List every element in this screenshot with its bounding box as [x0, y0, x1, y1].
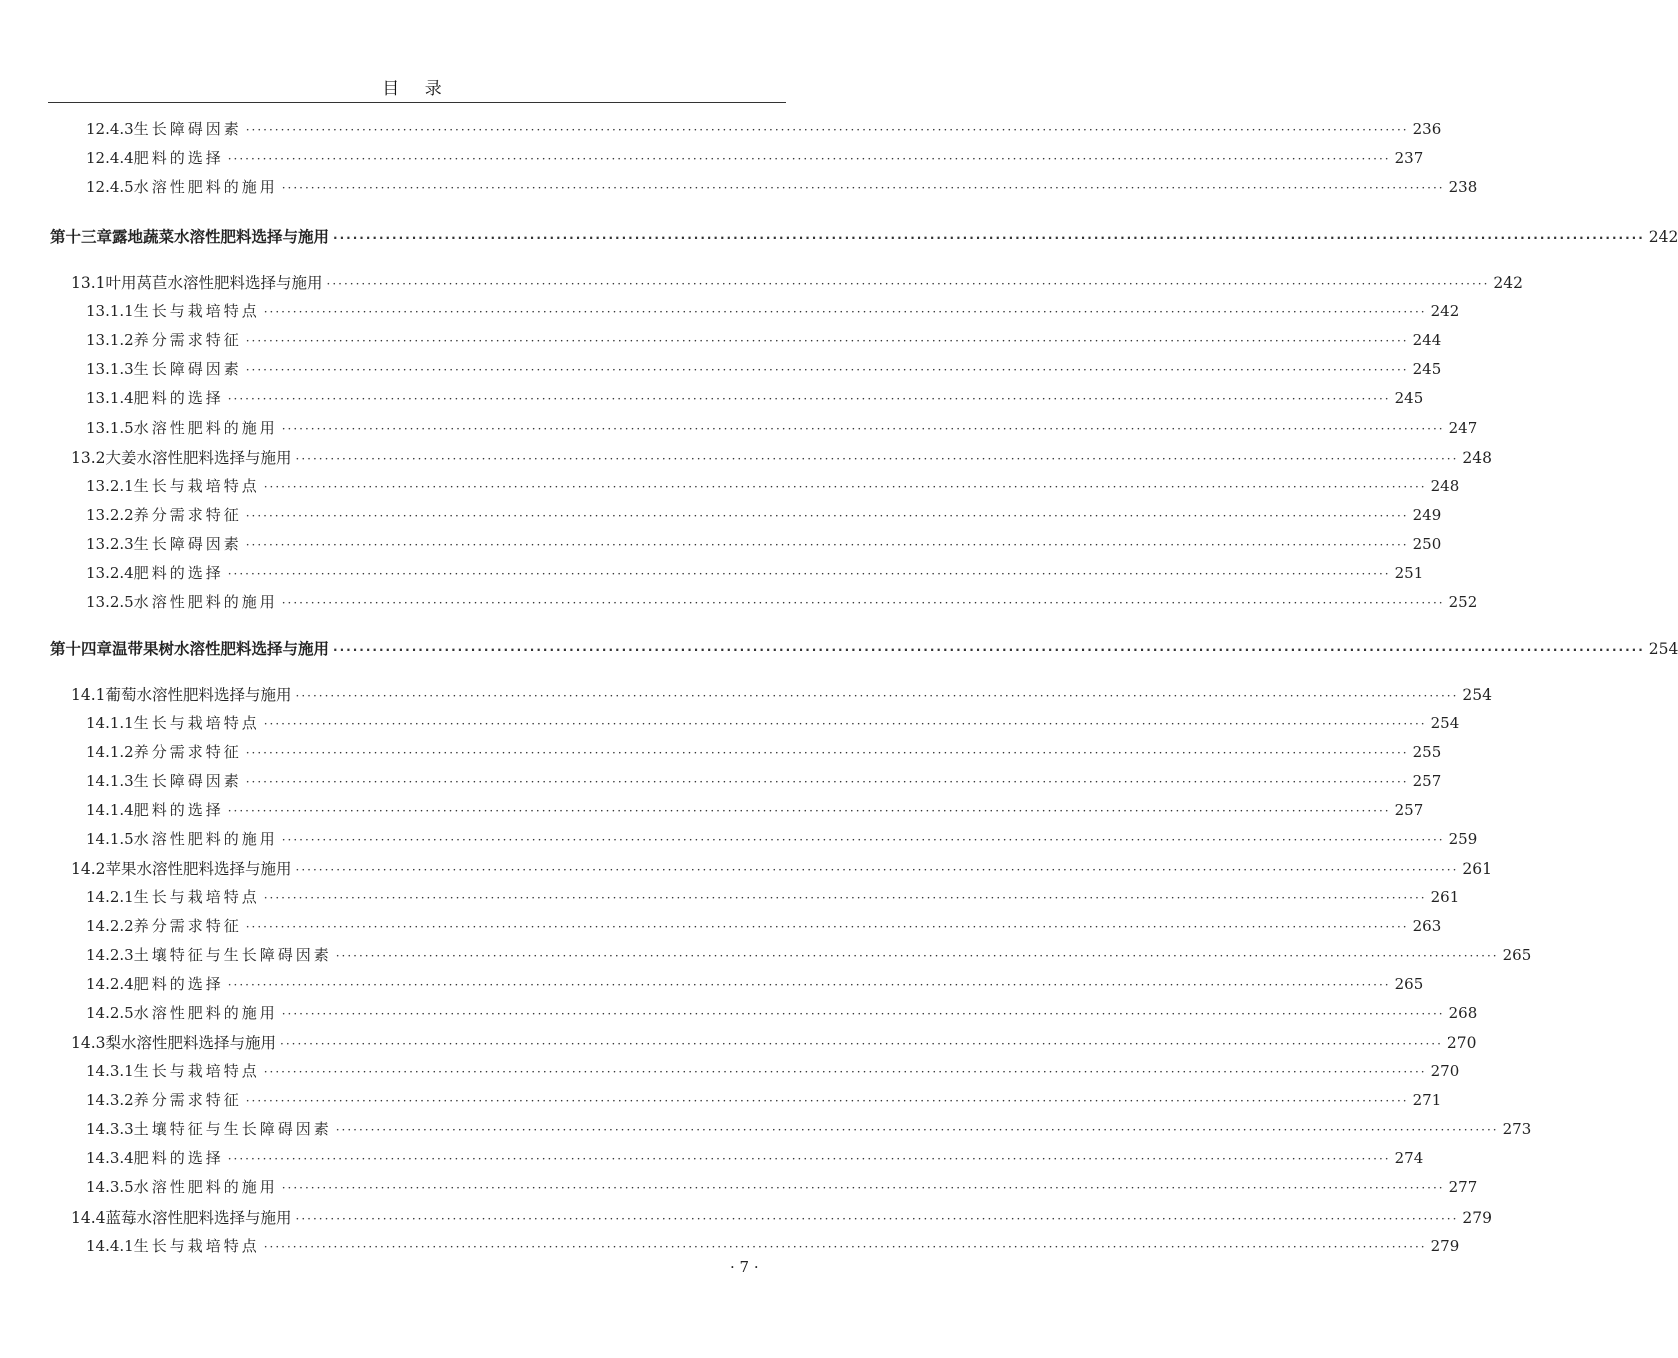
toc-entry — [86, 417, 1478, 441]
dot-leader: ········································································································································································································ — [245, 538, 1409, 552]
dot-leader: ········································································································································································································ — [227, 804, 1391, 818]
toc-entry-page: 254 — [1430, 714, 1460, 732]
toc-entry — [86, 886, 1460, 910]
dot-leader: ········································································································································································································ — [333, 231, 1645, 245]
toc-entry — [86, 828, 1478, 852]
dot-leader: ········································································································································································································ — [295, 452, 1459, 466]
dot-leader: ········································································································································································································ — [281, 1007, 1445, 1021]
toc-entry — [86, 973, 1424, 997]
toc-entry-title: 梨水溶性肥料选择与施用 — [105, 1034, 277, 1052]
toc-entry-number: 14.1.5 — [86, 830, 134, 848]
toc-entry-title: 生长与栽培特点 — [133, 477, 260, 495]
toc-entry — [86, 329, 1442, 353]
toc-entry — [86, 741, 1442, 765]
toc-entry-title: 养分需求特征 — [133, 506, 242, 524]
dot-leader: ········································································································································································································ — [281, 596, 1445, 610]
toc-entry-number: 第十四章 — [50, 640, 113, 658]
dot-leader: ········································································································································································································ — [281, 1181, 1445, 1195]
toc-entry-title: 生长障碍因素 — [133, 120, 242, 138]
toc-entry-title: 水溶性肥料的施用 — [133, 593, 278, 611]
toc-entry-page: 257 — [1412, 772, 1442, 790]
toc-entry-title: 温带果树水溶性肥料选择与施用 — [112, 640, 330, 658]
toc-entry-page: 254 — [1648, 640, 1678, 658]
toc-entry-title: 养分需求特征 — [133, 917, 242, 935]
toc-entry — [86, 147, 1424, 171]
toc-entry-title: 养分需求特征 — [133, 1091, 242, 1109]
toc-entry — [86, 562, 1424, 586]
dot-leader: ········································································································································································································ — [245, 920, 1409, 934]
toc-entry-page: 248 — [1430, 477, 1460, 495]
toc-entry-number: 13.2.4 — [86, 564, 134, 582]
toc-entry-number: 14.4.1 — [86, 1237, 134, 1255]
toc-entry-page: 245 — [1412, 360, 1442, 378]
toc-entry-page: 279 — [1430, 1237, 1460, 1255]
dot-leader: ········································································································································································································ — [263, 1240, 1427, 1254]
dot-leader: ········································································································································································································ — [335, 1123, 1499, 1137]
toc-entry-title: 生长障碍因素 — [133, 535, 242, 553]
dot-leader: ········································································································································································································ — [263, 480, 1427, 494]
dot-leader: ········································································································································································································ — [263, 1065, 1427, 1079]
toc-entry-title: 养分需求特征 — [133, 331, 242, 349]
toc-entry-number: 14.2.2 — [86, 917, 134, 935]
toc-entry-page: 247 — [1448, 419, 1478, 437]
toc-entry — [71, 1031, 1477, 1055]
page-title: 目 录 — [382, 79, 452, 99]
toc-entry-number: 14.1.2 — [86, 743, 134, 761]
toc-entry-title: 葡萄水溶性肥料选择与施用 — [105, 686, 292, 704]
toc-entry-title: 生长障碍因素 — [133, 360, 242, 378]
dot-leader: ········································································································································································································ — [281, 422, 1445, 436]
toc-entry-page: 242 — [1430, 302, 1460, 320]
toc-entry-title: 大姜水溶性肥料选择与施用 — [105, 449, 292, 467]
toc-entry-page: 238 — [1448, 178, 1478, 196]
toc-entry-number: 14.4 — [71, 1209, 106, 1227]
toc-entry-title: 生长与栽培特点 — [133, 714, 260, 732]
toc-entry-page: 244 — [1412, 331, 1442, 349]
toc-entry-title: 肥料的选择 — [133, 149, 224, 167]
toc-entry-title: 生长与栽培特点 — [133, 888, 260, 906]
toc-entry-page: 261 — [1462, 860, 1493, 878]
dot-leader: ········································································································································································································ — [227, 392, 1391, 406]
dot-leader: ········································································································································································································ — [295, 689, 1459, 703]
toc-entry-title: 肥料的选择 — [133, 975, 224, 993]
page-header — [48, 70, 786, 100]
toc-entry-page: 236 — [1412, 120, 1442, 138]
toc-entry — [50, 225, 1678, 249]
toc-entry-page: 270 — [1430, 1062, 1460, 1080]
dot-leader: ········································································································································································································ — [227, 567, 1391, 581]
toc-entry-page: 242 — [1493, 274, 1524, 292]
toc-entry-number: 14.1.1 — [86, 714, 134, 732]
toc-entry — [50, 637, 1678, 661]
toc-entry-number: 14.2.4 — [86, 975, 134, 993]
toc-entry-page: 242 — [1648, 228, 1678, 246]
toc-entry-number: 13.1.1 — [86, 302, 134, 320]
toc-entry-title: 水溶性肥料的施用 — [133, 1178, 278, 1196]
toc-entry — [86, 1147, 1424, 1171]
toc-entry-title: 生长与栽培特点 — [133, 1062, 260, 1080]
toc-entry-number: 13.2.1 — [86, 477, 134, 495]
toc-entry-title: 土壤特征与生长障碍因素 — [133, 946, 332, 964]
toc-entry — [86, 533, 1442, 557]
toc-entry-title: 蓝莓水溶性肥料选择与施用 — [105, 1209, 292, 1227]
toc-entry-page: 270 — [1446, 1034, 1477, 1052]
toc-entry — [71, 446, 1493, 470]
toc-entry-title: 生长与栽培特点 — [133, 1237, 260, 1255]
toc-entry-number: 14.2 — [71, 860, 106, 878]
dot-leader: ········································································································································································································ — [281, 833, 1445, 847]
toc-entry-title: 露地蔬菜水溶性肥料选择与施用 — [112, 228, 330, 246]
toc-entry — [86, 118, 1442, 142]
toc-entry-number: 13.2.3 — [86, 535, 134, 553]
toc-entry — [86, 712, 1460, 736]
toc-entry — [86, 944, 1532, 968]
toc-entry-number: 13.1.4 — [86, 389, 134, 407]
toc-entry-page: 249 — [1412, 506, 1442, 524]
toc-entry-number: 13.2 — [71, 449, 106, 467]
toc-entry-title: 肥料的选择 — [133, 801, 224, 819]
toc-entry-number: 13.1 — [71, 274, 106, 292]
toc-entry-page: 261 — [1430, 888, 1460, 906]
page-number: · 7 · — [730, 1258, 759, 1276]
toc-entry-page: 277 — [1448, 1178, 1478, 1196]
toc-entry-title: 肥料的选择 — [133, 1149, 224, 1167]
toc-entry-page: 251 — [1394, 564, 1424, 582]
toc-entry-title: 水溶性肥料的施用 — [133, 1004, 278, 1022]
toc-entry — [71, 683, 1493, 707]
toc-entry-number: 14.3.5 — [86, 1178, 134, 1196]
toc-entry — [86, 176, 1478, 200]
dot-leader: ········································································································································································································ — [326, 277, 1490, 291]
toc-entry-page: 250 — [1412, 535, 1442, 553]
toc-entry-title: 叶用莴苣水溶性肥料选择与施用 — [105, 274, 323, 292]
toc-entry-page: 271 — [1412, 1091, 1442, 1109]
dot-leader: ········································································································································································································ — [263, 305, 1427, 319]
toc-entry-number: 13.1.5 — [86, 419, 134, 437]
toc-entry — [86, 300, 1460, 324]
toc-entry-number: 第十三章 — [50, 228, 113, 246]
toc-entry-number: 13.2.5 — [86, 593, 134, 611]
dot-leader: ········································································································································································································ — [335, 949, 1499, 963]
toc-entry-number: 14.1 — [71, 686, 106, 704]
dot-leader: ········································································································································································································ — [245, 123, 1409, 137]
toc-entry-number: 14.3.2 — [86, 1091, 134, 1109]
toc-entry — [71, 857, 1493, 881]
toc-entry — [86, 1118, 1532, 1142]
toc-entry-page: 252 — [1448, 593, 1478, 611]
toc-entry — [86, 504, 1442, 528]
toc-entry-page: 257 — [1394, 801, 1424, 819]
toc-entry-number: 13.1.3 — [86, 360, 134, 378]
toc-entry-page: 268 — [1448, 1004, 1478, 1022]
toc-entry-number: 14.3.4 — [86, 1149, 134, 1167]
toc-entry — [86, 1235, 1460, 1259]
toc-entry-number: 14.2.5 — [86, 1004, 134, 1022]
toc-entry-page: 273 — [1502, 1120, 1532, 1138]
toc-entry-page: 255 — [1412, 743, 1442, 761]
toc-entry — [71, 271, 1524, 295]
toc-entry — [86, 799, 1424, 823]
toc-entry-page: 279 — [1462, 1209, 1493, 1227]
toc-entry-title: 生长与栽培特点 — [133, 302, 260, 320]
toc-entry-title: 肥料的选择 — [133, 389, 224, 407]
toc-entry-number: 14.3.1 — [86, 1062, 134, 1080]
toc-entry — [86, 1176, 1478, 1200]
toc-entry-number: 12.4.4 — [86, 149, 134, 167]
dot-leader: ········································································································································································································ — [280, 1037, 1443, 1051]
toc-entry-title: 苹果水溶性肥料选择与施用 — [105, 860, 292, 878]
toc-entry-number: 14.2.1 — [86, 888, 134, 906]
dot-leader: ········································································································································································································ — [333, 643, 1645, 657]
toc-entry-page: 265 — [1394, 975, 1424, 993]
toc-entry — [86, 915, 1442, 939]
dot-leader: ········································································································································································································ — [245, 775, 1409, 789]
toc-entry-title: 养分需求特征 — [133, 743, 242, 761]
toc-entry-title: 水溶性肥料的施用 — [133, 830, 278, 848]
dot-leader: ········································································································································································································ — [295, 863, 1459, 877]
toc-entry — [86, 770, 1442, 794]
toc-entry-page: 254 — [1462, 686, 1493, 704]
toc-entry — [86, 358, 1442, 382]
toc-entry-page: 263 — [1412, 917, 1442, 935]
toc-entry-number: 12.4.5 — [86, 178, 134, 196]
dot-leader: ········································································································································································································ — [245, 1094, 1409, 1108]
toc-entry-page: 265 — [1502, 946, 1532, 964]
toc-entry — [86, 475, 1460, 499]
dot-leader: ········································································································································································································ — [263, 891, 1427, 905]
dot-leader: ········································································································································································································ — [245, 746, 1409, 760]
toc-entry-title: 生长障碍因素 — [133, 772, 242, 790]
toc-entry-number: 13.1.2 — [86, 331, 134, 349]
dot-leader: ········································································································································································································ — [245, 334, 1409, 348]
toc-entry-number: 14.2.3 — [86, 946, 134, 964]
header-rule — [48, 102, 786, 103]
toc-entry-number: 14.1.3 — [86, 772, 134, 790]
toc-entry — [71, 1206, 1493, 1230]
toc-entry-title: 水溶性肥料的施用 — [133, 419, 278, 437]
dot-leader: ········································································································································································································ — [295, 1212, 1459, 1226]
toc-entry — [86, 1060, 1460, 1084]
dot-leader: ········································································································································································································ — [227, 152, 1391, 166]
dot-leader: ········································································································································································································ — [245, 363, 1409, 377]
toc-entry-number: 14.1.4 — [86, 801, 134, 819]
toc-entry-title: 肥料的选择 — [133, 564, 224, 582]
toc-entry-number: 14.3.3 — [86, 1120, 134, 1138]
dot-leader: ········································································································································································································ — [281, 181, 1445, 195]
toc-entry-page: 274 — [1394, 1149, 1424, 1167]
toc-entry — [86, 1002, 1478, 1026]
toc-entry-title: 土壤特征与生长障碍因素 — [133, 1120, 332, 1138]
dot-leader: ········································································································································································································ — [227, 1152, 1391, 1166]
dot-leader: ········································································································································································································ — [227, 978, 1391, 992]
toc-entry — [86, 387, 1424, 411]
toc-entry-page: 237 — [1394, 149, 1424, 167]
toc-entry — [86, 591, 1478, 615]
toc-entry-title: 水溶性肥料的施用 — [133, 178, 278, 196]
toc-entry-page: 259 — [1448, 830, 1478, 848]
toc-entry-number: 13.2.2 — [86, 506, 134, 524]
toc-entry-number: 12.4.3 — [86, 120, 134, 138]
toc-entry-number: 14.3 — [71, 1034, 106, 1052]
toc-entry — [86, 1089, 1442, 1113]
toc-entry-page: 245 — [1394, 389, 1424, 407]
dot-leader: ········································································································································································································ — [245, 509, 1409, 523]
toc-entry-page: 248 — [1462, 449, 1493, 467]
dot-leader: ········································································································································································································ — [263, 717, 1427, 731]
